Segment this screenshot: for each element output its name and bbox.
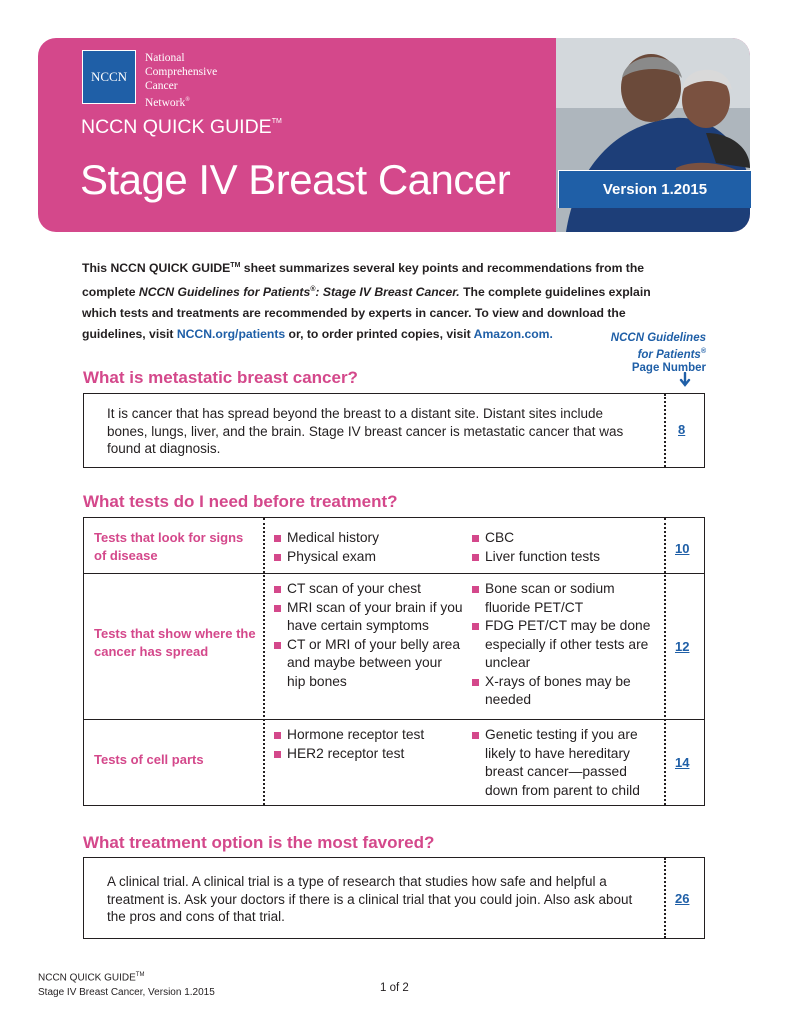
treatment-description: A clinical trial. A clinical trial is a type of research that studies how safe and helpful a treatment is. Ask your doctors if there is a clinical trial that you could join. Also ask about the pros and cons of that trial. [107,874,633,924]
footer-doc-version: Stage IV Breast Cancer, Version 1.2015 [38,987,215,999]
divider [664,394,666,467]
intro-paragraph: This NCCN QUICK GUIDE™ sheet summarizes several key points and recommendations from the complete NCCN Guidelines for Patients®: Stage IV Breast Cancer. The complete guidelines explain which tests and treatments are recommended by experts in cancer. To view and download the guidelines, visit NCCN.org/patients or, to order printed copies, visit Amazon.com. [82,261,651,342]
divider [664,518,666,805]
row-separator [84,719,704,720]
page-number-column-label: NCCN Guidelines for Patients® Page Number [610,332,706,374]
divider [664,858,666,938]
footer-page-number: 1 of 2 [380,982,409,994]
nccn-patients-link[interactable]: NCCN.org/patients [176,327,286,342]
list-item: CBC [472,529,657,548]
metastatic-box [83,393,705,468]
footer-left [38,968,215,1000]
list-item: X-rays of bones may be needed [472,673,657,710]
list-item: Medical history [274,529,464,548]
page-link-8[interactable]: 8 [678,422,686,437]
section-heading-tests: What tests do I need before treatment? [83,492,398,511]
page-link-14[interactable]: 14 [675,755,690,770]
list-item: Physical exam [274,548,464,567]
version-badge: Version 1.2015 [558,170,751,208]
row1-col2-list [472,529,657,566]
list-item: HER2 receptor test [274,745,464,764]
row-separator [84,573,704,574]
section-heading-metastatic: What is metastatic breast cancer? [83,368,358,387]
quick-guide-label: NCCN QUICK GUIDE™ [81,116,282,138]
nccn-logo [82,50,136,104]
page-link-10[interactable]: 10 [675,541,690,556]
logo-text: NCCN [90,69,128,84]
list-item: Genetic testing if you are likely to have hereditary breast cancer—passed down from parent to child [472,726,657,800]
metastatic-description: It is cancer that has spread beyond the breast to a distant site. Distant sites include bones, lungs, liver, and the brain. Stage IV breast cancer is metastatic cancer that was found at diagnosis. [107,406,624,456]
row2-col2-list [472,580,657,710]
list-item: Hormone receptor test [274,726,464,745]
list-item: CT scan of your chest [274,580,464,599]
treatment-box [83,857,705,939]
row-label-signs: Tests that look for signs of disease [94,530,244,563]
tests-table [83,517,705,806]
list-item: CT or MRI of your belly area and maybe between your hip bones [274,636,464,692]
org-name-line-1: National [145,52,185,64]
row-label-cell-parts: Tests of cell parts [94,752,204,767]
list-item: FDG PET/CT may be done especially if other tests are unclear [472,617,657,673]
down-arrow-icon [678,372,692,388]
row2-col1-list [274,580,464,691]
org-name-line-2: Comprehensive [145,66,218,78]
divider [263,518,265,805]
page-link-12[interactable]: 12 [675,639,690,654]
footer-guide-label: NCCN QUICK GUIDE™ [38,972,145,984]
row-label-spread: Tests that show where the cancer has spread [94,626,256,659]
page-title: Stage IV Breast Cancer [80,156,511,203]
row1-col1-list [274,529,464,566]
row3-col1-list [274,726,464,763]
page-link-26[interactable]: 26 [675,891,690,906]
list-item: Bone scan or sodium fluoride PET/CT [472,580,657,617]
list-item: MRI scan of your brain if you have certain symptoms [274,599,464,636]
list-item: Liver function tests [472,548,657,567]
org-name-line-3: Cancer [145,80,178,92]
row3-col2-list [472,726,657,800]
org-name-line-4: Network® [145,96,190,109]
section-heading-treatment: What treatment option is the most favored? [83,833,435,852]
amazon-link[interactable]: Amazon.com. [473,327,553,342]
